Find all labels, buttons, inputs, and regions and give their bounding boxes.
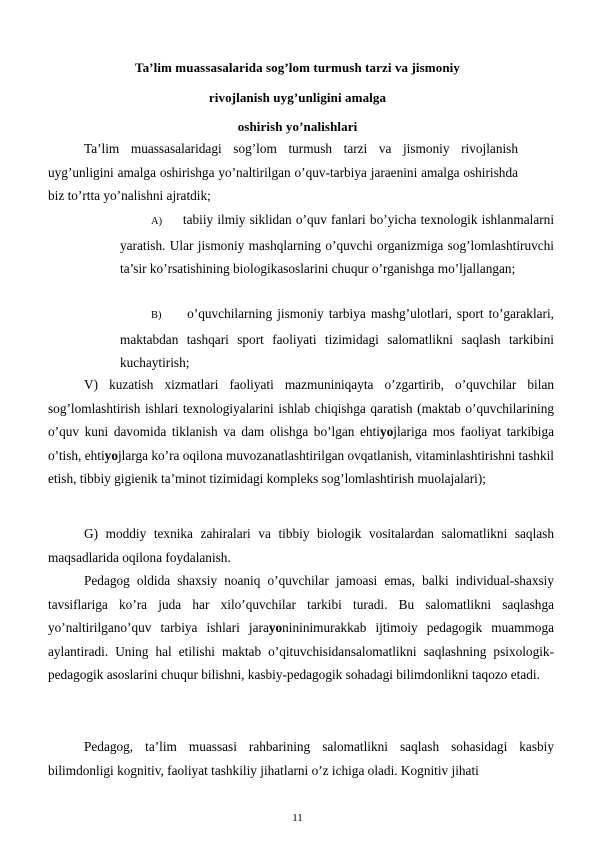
page-number: 11 bbox=[292, 812, 303, 824]
item-v-text-1: V) kuzatish xizmatlari faoliyati mazmuniniqayta o’zgartirib, o’quvchilar bilan sog’lomlashtirish ishlari texnologiyalarini ishlab chiqishga qaratish (maktab o’quvchilarining o’quv kuni davomida tiklanish va dam olishga bo’lgan ehti bbox=[48, 377, 554, 440]
list-item-b bbox=[120, 302, 554, 375]
item-v-text-2: jlariga mos faoliyat tarkibiga o’tish, ehti bbox=[48, 424, 554, 463]
last-paragraph: Pedagog, ta’lim muassasi rahbarining salomatlikni saqlash sohasidagi kasbiy bilimdonligi kognitiv, faoliyat tashkiliy jihatlarni o’z ichiga oladi. Kognitiv jihati bbox=[48, 739, 554, 778]
pedagog-text-1: Pedagog oldida shaxsiy noaniq o’quvchilar jamoasi emas, balki individual-shaxsiy tavsiflariga ko’ra juda har xilo’quvchilar tarkibi turadi. Bu salomatlikni saqlashga yo’naltirilgano’quv tarbiya ishlari jara bbox=[48, 573, 554, 636]
pedagog-bold: yo bbox=[268, 620, 283, 636]
list-text-b: o’quvchilarning jismoniy tarbiya mashg’ulotlari, sport to’garaklari, maktabdan tashqari sport faoliyati tizimidagi salomatlikni saqlash tarkibini kuchaytirish; bbox=[120, 306, 555, 371]
list-item-a bbox=[120, 208, 554, 281]
list-marker-a: A) bbox=[151, 216, 163, 227]
title-line-2: rivojlanish uyg’unligini amalga bbox=[208, 90, 387, 105]
pedagog-paragraph bbox=[48, 569, 554, 687]
title-line-3: oshirish yo’nalishlari bbox=[237, 119, 358, 134]
title-line-1: Ta’lim muassasalarida sog’lom turmush tarzi va jismoniy bbox=[135, 60, 460, 75]
list-text-a: tabiiy ilmiy siklidan o’quv fanlari bo’yicha texnologik ishlanmalarni yaratish. Ular jismoniy mashqlarning o’quvchi organizmiga sog’lomlashtiruvchi ta’sir ko’rsatishining biologikasoslarini chuqur o’rganishga mo’ljallangan; bbox=[120, 212, 555, 277]
item-v-bold-2: yo bbox=[104, 447, 118, 463]
list-item-v bbox=[48, 373, 554, 491]
list-marker-b: B) bbox=[151, 310, 162, 321]
pedagog-text-2: nininimurakkab ijtimoiy pedagogik muammoga aylantiradi. Uning hal etilishi maktab o’qituvchisidansalomatlikni saqlashning psixologik-pedagogik asoslarini chuqur bilishni, kasbiy-pedagogik sohadagi bilimdonlikni taqozo etadi. bbox=[48, 620, 555, 683]
item-v-text-3: jlarga ko’ra oqilona muvozanatlashtirilgan ovqatlanish, vitaminlashtirishni tashkil etish, tibbiy gigienik ta’minot tizimidagi kompleks sog’lomlashtirish muolajalari); bbox=[48, 447, 554, 487]
item-v-bold-1: yo bbox=[379, 424, 394, 440]
list-item-g: G) moddiy texnika zahiralari va tibbiy biologik vositalardan salomatlikni saqlash maqsadlarida oqilona foydalanish. bbox=[48, 526, 554, 565]
intro-paragraph: Ta’lim muassasalaridagi sog’lom turmush tarzi va jismoniy rivojlanish uyg’unligini amalga oshirishga yo’naltirilgan o’quv-tarbiya jaraenini amalga oshirishda biz to’rtta yo’nalishni ajratdik; bbox=[48, 141, 518, 204]
